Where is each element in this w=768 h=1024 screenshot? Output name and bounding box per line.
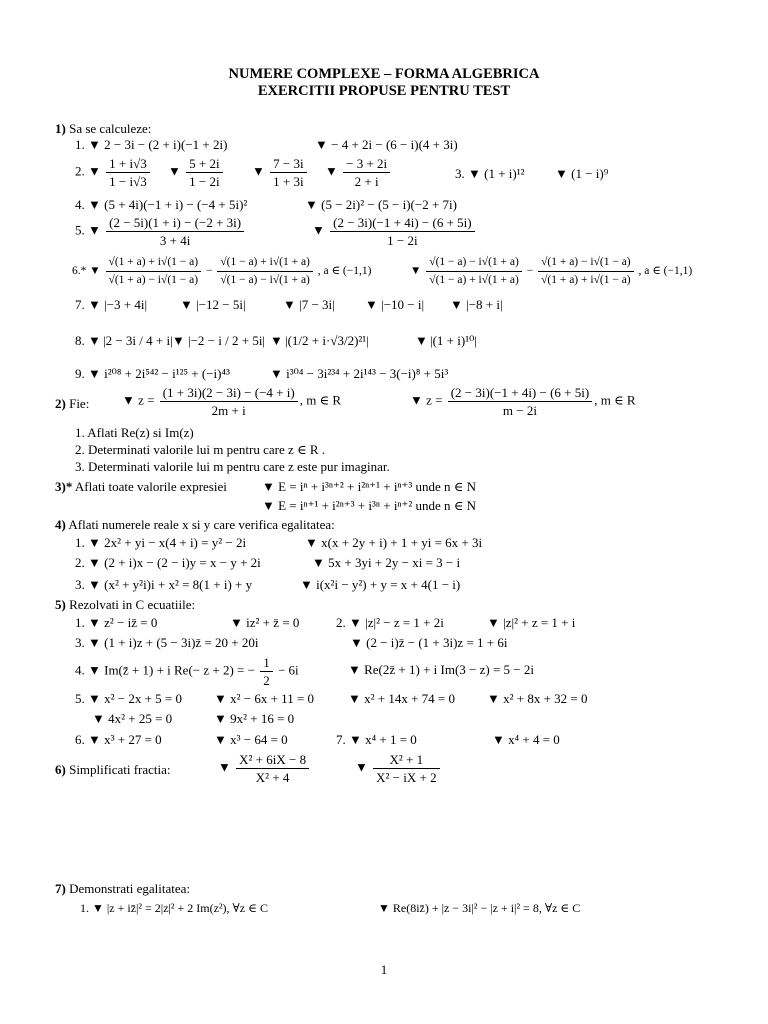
section-label: Rezolvati in C ecuatiile: xyxy=(69,597,196,612)
exercise-6-right xyxy=(410,255,692,288)
exercise: ▼ (1 − i)⁹ xyxy=(555,166,609,181)
exercise xyxy=(168,156,225,189)
denominator: 2 + i xyxy=(354,174,379,189)
section-6-heading xyxy=(55,762,171,778)
denominator: √(1 − a) − i√(1 + a) xyxy=(220,274,310,286)
exercise: ▼ x² − 6x + 11 = 0 xyxy=(214,691,315,706)
exercise-6-left xyxy=(72,255,371,288)
fraction xyxy=(236,752,309,785)
section-label: Sa se calculeze: xyxy=(69,121,152,136)
fraction xyxy=(260,655,273,688)
section-label: Fie: xyxy=(69,396,90,411)
exercise xyxy=(325,156,392,189)
exercise: 8. ▼ xyxy=(75,333,101,348)
denominator: m − 2i xyxy=(502,403,537,418)
section-label: Aflati toate valorile expresiei xyxy=(74,479,227,494)
denominator: 2m + i xyxy=(211,403,246,418)
exercise: ▼ x⁴ + 4 = 0 xyxy=(492,732,560,747)
exercise: ▼ (2 − i)z̄ − (1 + 3i)z = 1 + 6i xyxy=(350,635,508,650)
section-4-heading xyxy=(55,517,335,533)
fraction xyxy=(106,156,150,189)
exercise: 7. ▼ |−3 + 4i| xyxy=(75,297,148,312)
lhs: 4. ▼ Im(z̄ + 1) + i Re(− z + 2) = − xyxy=(75,662,255,678)
list-item: 2. Determinati valorile lui m pentru care z ∈ R . xyxy=(75,442,326,457)
list-item: 3. Determinati valorile lui m pentru care z este pur imaginar. xyxy=(75,459,390,474)
section-number: 2) xyxy=(55,396,66,411)
exercise xyxy=(252,156,309,189)
numerator: √(1 − a) + i√(1 + a) xyxy=(217,255,313,272)
marker: ▼ xyxy=(312,222,325,238)
numerator: (2 − 3i)(−1 + 4i) − (6 + 5i) xyxy=(330,215,474,232)
fraction xyxy=(343,156,390,189)
exercise: 3. ▼ (1 + i)¹² xyxy=(455,166,525,181)
exercise: ▼ i(x²i − y²) + y = x + 4(1 − i) xyxy=(300,577,461,592)
exercise: 3. ▼ (x² + y²i)i + x² = 8(1 + i) + y xyxy=(75,577,253,592)
numerator: (2 − 3i)(−1 + 4i) − (6 + 5i) xyxy=(448,385,592,402)
exercise: ▼ Re(2z̄ + 1) + i Im(3 − z) = 5 − 2i xyxy=(348,662,534,677)
exercise xyxy=(355,752,442,785)
exercise: 9. ▼ i²⁰⁸ + 2i⁵⁴² − i¹²⁵ + (−i)⁴³ xyxy=(75,366,230,381)
section-number: 5) xyxy=(55,597,66,612)
numerator: 5 + 2i xyxy=(186,156,222,173)
fraction xyxy=(330,215,474,248)
exercise: ▼ |−10 − i| xyxy=(365,297,425,312)
exercise: ▼ iz² + z̄ = 0 xyxy=(230,615,300,630)
domain-condition: , a ∈ (−1,1) xyxy=(317,265,372,278)
denominator: 1 − 2i xyxy=(387,233,418,248)
exercise-number: 2. ▼ xyxy=(75,163,101,179)
numerator: (1 + 3i)(2 − 3i) − (−4 + i) xyxy=(160,385,298,402)
fraction xyxy=(106,255,202,288)
section-number: 6) xyxy=(55,762,66,777)
exercise: |−2 − i / 2 + 5i| xyxy=(188,333,266,348)
fraction xyxy=(186,156,222,189)
list-item: 1. Aflati Re(z) si Im(z) xyxy=(75,425,194,440)
numerator: − 3 + 2i xyxy=(343,156,390,173)
numerator: √(1 + a) + i√(1 − a) xyxy=(106,255,202,272)
exercise: 4. ▼ (5 + 4i)(−1 + i) − (−4 + 5i)² xyxy=(75,197,248,212)
numerator: 7 − 3i xyxy=(270,156,306,173)
numerator: √(1 + a) − i√(1 − a) xyxy=(538,255,634,272)
marker: ▼ xyxy=(355,759,368,775)
exercise: 5. ▼ x² − 2x + 5 = 0 xyxy=(75,691,183,706)
exercise: ▼ xyxy=(172,333,185,348)
section-label: Simplificati fractia: xyxy=(69,762,171,777)
exercise xyxy=(218,752,311,785)
marker: ▼ xyxy=(218,759,231,775)
exercise: ▼ E = iⁿ⁺¹ + i²ⁿ⁺³ + i³ⁿ + iⁿ⁺² unde n ∈ N xyxy=(262,498,477,513)
minus: − xyxy=(526,265,534,278)
denominator: X² + 4 xyxy=(255,770,290,785)
denominator: √(1 + a) − i√(1 − a) xyxy=(108,274,199,286)
exercise: ▼ x³ − 64 = 0 xyxy=(214,732,288,747)
exercise: 1. ▼ |z + iz̄|² = 2|z|² + 2 Im(z²), ∀z ∈ C xyxy=(80,901,268,915)
exercise: 1. ▼ 2x² + yi − x(4 + i) = y² − 2i xyxy=(75,535,247,550)
exercise: |(1/2 + i·√3/2)²¹| xyxy=(285,333,369,348)
denominator: 1 − 2i xyxy=(189,174,220,189)
section-number: 7) xyxy=(55,881,66,896)
exercise: ▼ |−12 − 5i| xyxy=(180,297,246,312)
page-title: NUMERE COMPLEXE – FORMA ALGEBRICA xyxy=(228,66,540,82)
marker: ▼ xyxy=(410,265,422,278)
exercise: ▼ i³⁰⁴ − 3i²³⁴ + 2i¹⁴³ − 3(−i)⁸ + 5i³ xyxy=(270,366,449,381)
exercise: 2. ▼ |z|² − z = 1 + 2i xyxy=(336,615,444,630)
exercise: ▼ 5x + 3yi + 2y − xi = 3 − i xyxy=(312,555,461,570)
exercise: ▼ 9x² + 16 = 0 xyxy=(214,711,295,726)
denominator: 1 − i√3 xyxy=(109,174,147,189)
exercise-row-2 xyxy=(75,156,152,189)
exercise: ▼ (5 − 2i)² − (5 − i)(−2 + 7i) xyxy=(305,197,457,212)
numerator: X² + 1 xyxy=(373,752,439,769)
numerator: 1 + i√3 xyxy=(106,156,150,173)
lhs: ▼ z = xyxy=(410,392,443,408)
fraction xyxy=(270,156,306,189)
fraction xyxy=(217,255,313,288)
denominator: 3 + 4i xyxy=(159,233,191,248)
fraction xyxy=(448,385,592,418)
exercise: |(1 + i)¹⁰| xyxy=(430,333,477,348)
condition: , m ∈ R xyxy=(299,392,342,408)
denominator: √(1 + a) + i√(1 − a) xyxy=(541,274,631,286)
denominator: X² − iX + 2 xyxy=(376,770,437,785)
exercise: ▼ x(x + 2y + i) + 1 + yi = 6x + 3i xyxy=(305,535,483,550)
marker: ▼ xyxy=(252,163,265,179)
exercise: ▼ |−8 + i| xyxy=(450,297,503,312)
minus: − xyxy=(205,265,213,278)
exercise: ▼ xyxy=(415,333,428,348)
lhs: ▼ z = xyxy=(122,392,155,408)
fraction xyxy=(538,255,634,288)
section-2-heading xyxy=(55,396,89,412)
exercise: ▼ x² + 8x + 32 = 0 xyxy=(487,691,588,706)
section-label: Aflati numerele reale x si y care verifica egalitatea: xyxy=(68,517,335,532)
exercise xyxy=(75,215,246,248)
exercise-number: 6.* ▼ xyxy=(72,265,101,278)
fraction xyxy=(106,215,244,248)
rhs: − 6i xyxy=(277,662,299,678)
exercise xyxy=(75,655,299,688)
condition: , m ∈ R xyxy=(594,392,636,408)
exercise: ▼ xyxy=(270,333,283,348)
section-label: Demonstrati egalitatea: xyxy=(69,881,191,896)
exercise: |2 − 3i / 4 + i| xyxy=(103,333,173,348)
fraction xyxy=(426,255,522,288)
exercise: ▼ x² + 14x + 74 = 0 xyxy=(348,691,456,706)
numerator: √(1 − a) − i√(1 + a) xyxy=(426,255,522,272)
exercise: 2. ▼ (2 + i)x − (2 − i)y = x − y + 2i xyxy=(75,555,261,570)
exercise: ▼ Re(8iz̄) + |z − 3i|² − |z + i|² = 8, ∀z ∈ C xyxy=(378,901,581,915)
exercise: 1. ▼ 2 − 3i − (2 + i)(−1 + 2i) xyxy=(75,137,228,152)
section-1-heading xyxy=(55,121,151,137)
exercise: 7. ▼ x⁴ + 1 = 0 xyxy=(336,732,417,747)
marker: ▼ xyxy=(325,163,338,179)
denominator: 2 xyxy=(263,673,270,688)
fraction xyxy=(160,385,298,418)
denominator: 1 + 3i xyxy=(273,174,304,189)
exercise: 6. ▼ x³ + 27 = 0 xyxy=(75,732,162,747)
fraction xyxy=(373,752,439,785)
page-number: 1 xyxy=(380,962,388,977)
exercise: ▼ |7 − 3i| xyxy=(283,297,335,312)
domain-condition: , a ∈ (−1,1) xyxy=(638,265,693,278)
section-number: 3)* xyxy=(55,479,73,494)
numerator: (2 − 5i)(1 + i) − (−2 + 3i) xyxy=(106,215,244,232)
exercise xyxy=(122,385,341,418)
exercise-number: 5. ▼ xyxy=(75,222,101,238)
exercise: ▼ |z|² + z = 1 + i xyxy=(487,615,576,630)
exercise: ▼ E = iⁿ + i³ⁿ⁺² + i²ⁿ⁺¹ + iⁿ⁺³ unde n ∈ N xyxy=(262,479,477,494)
section-7-heading xyxy=(55,881,190,897)
exercise xyxy=(312,215,477,248)
section-3-heading xyxy=(55,479,227,495)
exercise: 1. ▼ z² − iz̄ = 0 xyxy=(75,615,158,630)
page-subtitle: EXERCITII PROPUSE PENTRU TEST xyxy=(257,83,511,99)
exercise: ▼ 4x² + 25 = 0 xyxy=(92,711,173,726)
section-number: 1) xyxy=(55,121,66,136)
exercise: ▼ − 4 + 2i − (6 − i)(4 + 3i) xyxy=(315,137,458,152)
denominator: √(1 − a) + i√(1 + a) xyxy=(429,274,519,286)
section-5-heading xyxy=(55,597,195,613)
exercise xyxy=(410,385,636,418)
marker: ▼ xyxy=(168,163,181,179)
section-number: 4) xyxy=(55,517,66,532)
numerator: 1 xyxy=(260,655,273,672)
exercise: 3. ▼ (1 + i)z + (5 − 3i)z̄ = 20 + 20i xyxy=(75,635,259,650)
numerator: X² + 6iX − 8 xyxy=(236,752,309,769)
